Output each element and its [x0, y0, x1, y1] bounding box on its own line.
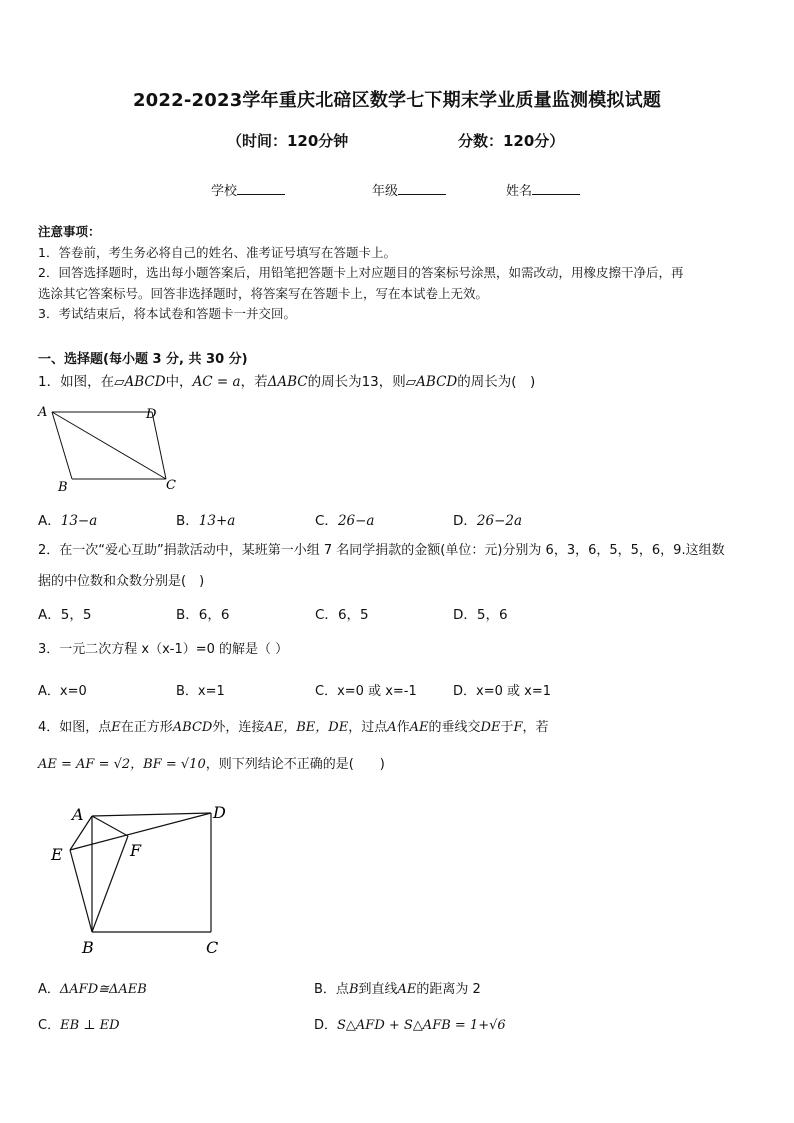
q1-triangle: ΔABC: [267, 374, 308, 390]
notice-item-1: 1．答卷前，考生务必将自己的姓名、准考证号填写在答题卡上。: [38, 244, 396, 260]
notice-item-3: 3．考试结束后，将本试卷和答题卡一并交回。: [38, 306, 296, 321]
q4-point-e: E: [111, 720, 121, 735]
name-label: 姓名: [506, 184, 533, 199]
option-label: C．: [315, 513, 338, 529]
q3-option-d[interactable]: [453, 680, 551, 699]
option-value: ΔAFD≅ΔAEB: [59, 982, 147, 997]
school-label: 学校: [211, 184, 238, 199]
section-heading: 一、选择题(每小题 3 分, 共 30 分): [38, 352, 248, 367]
label-b: B: [58, 480, 68, 495]
q1-option-b[interactable]: [176, 509, 235, 529]
option-label: C．: [315, 607, 338, 623]
question-3: 3．一元二次方程 x（x-1）=0 的解是（ ）: [38, 642, 289, 657]
q1-parallelogram-figure: [30, 400, 190, 495]
notice-block: [38, 222, 760, 325]
exam-time: （时间：120分钟: [227, 132, 349, 150]
school-blank[interactable]: [237, 181, 285, 195]
q4-option-c[interactable]: [38, 1014, 120, 1033]
option-text: 点: [335, 982, 349, 997]
option-label: D．: [453, 684, 477, 699]
option-label: A．: [38, 684, 60, 699]
q4-text: 在正方形: [120, 720, 173, 735]
option-text: 的距离为 2: [416, 982, 481, 997]
q4-segment-ae: AE: [409, 720, 429, 735]
grade-field: [372, 180, 446, 199]
q4-point-a: A: [387, 720, 397, 735]
label-a: A: [38, 405, 48, 420]
q1-parallelogram: ▱ABCD: [405, 374, 458, 390]
option-label: C．: [38, 1018, 61, 1033]
q4-text: ，若: [522, 720, 549, 735]
option-label: A．: [38, 513, 61, 529]
option-value: x=0 或 x=1: [476, 684, 551, 699]
q1-condition: AC = a: [192, 374, 241, 390]
edge-ad: [92, 813, 211, 816]
q4-point-f: F: [513, 720, 523, 735]
option-label: C．: [315, 684, 338, 699]
q4-option-a[interactable]: [38, 978, 147, 997]
q4-option-b[interactable]: [314, 978, 481, 997]
option-label: D．: [314, 1018, 338, 1033]
grade-label: 年级: [372, 184, 399, 199]
option-label: D．: [453, 513, 477, 529]
q2-line-1: 2．在一次“爱心互助”捐款活动中，某班第一小组 7 名同学捐款的金额(单位：元)分别为 6，3，6，5，5，6，9.这组数: [38, 543, 725, 558]
option-value: x=0 或 x=-1: [337, 684, 417, 699]
q1-text: 的周长为13，则: [307, 374, 406, 390]
q4-segment-de: DE: [480, 720, 501, 735]
question-1: [38, 372, 758, 393]
name-field: [506, 180, 580, 199]
question-4: [38, 717, 758, 738]
option-label: A．: [38, 607, 61, 623]
notice-heading: 注意事项：: [38, 224, 101, 239]
q2-option-b[interactable]: [176, 603, 229, 623]
page-title: 2022-2023学年重庆北碚区数学七下期末学业质量监测模拟试题: [132, 90, 662, 111]
option-value: 6，6: [198, 607, 230, 623]
option-label: B．: [176, 513, 199, 529]
option-value: 13+a: [198, 513, 236, 529]
option-value: 5，6: [476, 607, 508, 623]
option-value: EB ⊥ ED: [60, 1018, 120, 1033]
option-value: S△AFD + S△AFB = 1+√6: [337, 1018, 506, 1033]
option-label: B．: [176, 684, 198, 699]
option-value: 26−a: [337, 513, 375, 529]
q1-parallelogram: ▱ABCD: [114, 374, 166, 390]
label-b: B: [82, 938, 94, 957]
question-2: [38, 540, 758, 592]
option-segment-ae: AE: [397, 982, 417, 997]
label-d: D: [213, 803, 226, 822]
q1-option-d[interactable]: [453, 509, 522, 529]
option-value: 26−2a: [476, 513, 523, 529]
q3-option-c[interactable]: [315, 680, 417, 699]
q4-text: 4．如图，点: [38, 720, 112, 735]
q4-text: ，过点: [348, 720, 388, 735]
edge-dc: [152, 412, 166, 479]
label-c: C: [206, 938, 219, 957]
label-e: E: [51, 845, 63, 864]
q1-text: 的周长为( ): [457, 374, 536, 390]
q2-option-d[interactable]: [453, 603, 508, 623]
notice-item-2: 2．回答选择题时，选出每小题答案后，用铅笔把答题卡上对应题目的答案标号涂黑，如需改动，用橡皮擦干净后，再: [38, 265, 684, 280]
notice-item-2-cont: 选涂其它答案标号。回答非选择题时，将答案写在答题卡上，写在本试卷上无效。: [38, 285, 489, 301]
name-blank[interactable]: [532, 181, 580, 195]
q4-square-figure: [40, 798, 240, 960]
q4-condition-math: AE = AF = √2，BF = √10: [38, 757, 206, 772]
q4-text: 作: [396, 720, 410, 735]
q4-text: 外，连接: [212, 720, 265, 735]
q3-option-b[interactable]: [176, 680, 225, 699]
exam-score: 分数：120分）: [458, 132, 565, 150]
q1-text: 中，: [165, 374, 193, 390]
q2-line-2: 据的中位数和众数分别是( ): [38, 574, 205, 589]
segment-eb: [70, 850, 92, 932]
option-label: B．: [314, 982, 336, 997]
q1-text: 1．如图，在: [38, 374, 115, 390]
q1-option-a[interactable]: [38, 509, 97, 529]
label-c: C: [166, 478, 176, 493]
option-label: D．: [453, 607, 477, 623]
option-text: 到直线: [358, 982, 398, 997]
q1-option-c[interactable]: [315, 509, 374, 529]
option-value: 6，5: [337, 607, 369, 623]
option-point-b: B: [348, 982, 359, 997]
label-a: A: [72, 805, 84, 824]
grade-blank[interactable]: [398, 181, 446, 195]
option-label: B．: [176, 607, 199, 623]
option-value: x=1: [197, 684, 225, 699]
q3-option-a[interactable]: [38, 680, 87, 699]
label-d: D: [146, 407, 157, 422]
label-f: F: [130, 841, 142, 860]
option-value: 5，5: [60, 607, 92, 623]
option-value: 13−a: [60, 513, 98, 529]
q4-text: 的垂线交: [428, 720, 481, 735]
segment-fb: [92, 836, 128, 932]
question-4-condition: [38, 754, 758, 775]
q4-segments: AE，BE，DE: [264, 720, 349, 735]
q4-option-d[interactable]: [314, 1014, 506, 1033]
option-value: x=0: [59, 684, 87, 699]
school-field: [211, 180, 285, 199]
q4-square: ABCD: [172, 720, 213, 735]
q2-option-c[interactable]: [315, 603, 369, 623]
q1-text: ，若: [240, 374, 268, 390]
q4-text: 于: [500, 720, 514, 735]
segment-af: [92, 816, 128, 836]
q2-option-a[interactable]: [38, 603, 91, 623]
option-label: A．: [38, 982, 60, 997]
q4-text: ，则下列结论不正确的是( ): [205, 757, 385, 772]
